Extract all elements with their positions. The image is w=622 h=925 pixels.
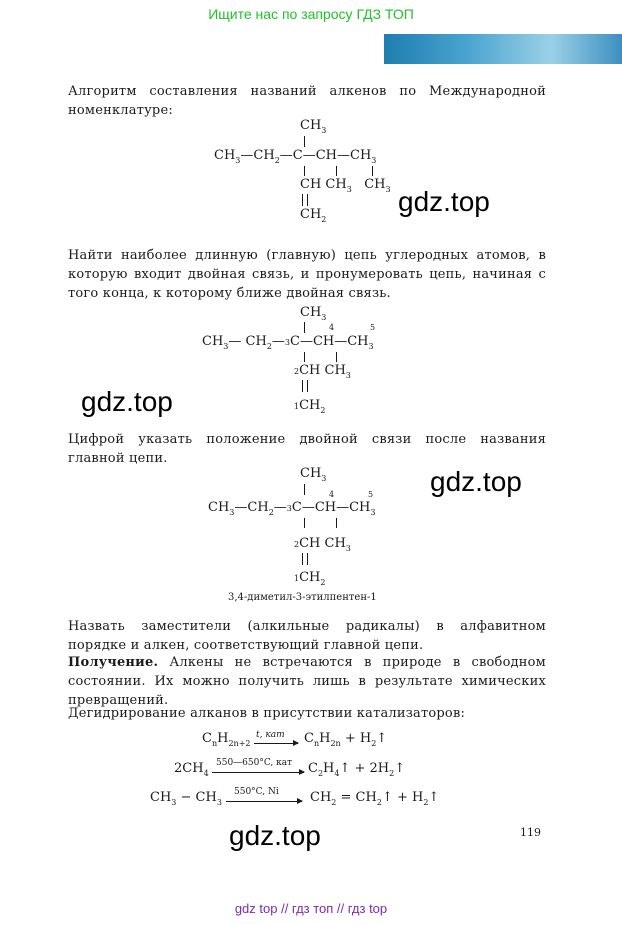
reaction-3-condition: 550°C, Ni <box>234 787 279 797</box>
compound-name-caption: 3,4-диметил-3-этилпентен-1 <box>228 592 377 603</box>
footer-links[interactable]: gdz top // гдз топ // гдз top <box>234 901 388 916</box>
preparation-heading: Получение. <box>68 655 159 670</box>
paragraph-double-bond-position: Цифрой указать положение двойной связи после названия главной цепи. <box>68 432 546 466</box>
paragraph-algorithm: Алгоритм составления названий алкенов по Международной номенклатуре: <box>68 84 546 118</box>
paragraph-longest-chain: Найти наиболее длинную (главную) цепь углеродных атомов, в которую входит двойная связь, и пронумеровать цепь, начиная с того конца, к которому ближе двойная связь. <box>68 248 546 301</box>
reaction-1-condition: t, кат <box>256 730 285 740</box>
watermark-4: gdz.top <box>229 820 321 851</box>
paragraph-dehydrogenation: Дегидрирование алканов в присутствии катализаторов: <box>68 706 466 721</box>
preparation-text: Алкены не встречаются в природе в свободном состоянии. Их можно получить лишь в результате химических превращений. <box>68 655 546 708</box>
header-banner-image <box>384 34 622 64</box>
watermark-2: gdz.top <box>81 386 173 417</box>
reaction-2-condition: 550—650°C, кат <box>216 758 293 768</box>
top-search-hint[interactable]: Ищите нас по запросу ГДЗ ТОП <box>208 6 414 22</box>
paragraph-substituents: Назвать заместители (алкильные радикалы) в алфавитном порядке и алкен, соответствующий главной цепи. <box>68 619 546 653</box>
paragraph-preparation <box>68 653 546 710</box>
watermark-1: gdz.top <box>398 186 490 217</box>
page-number: 119 <box>520 826 541 839</box>
watermark-3: gdz.top <box>430 466 522 497</box>
